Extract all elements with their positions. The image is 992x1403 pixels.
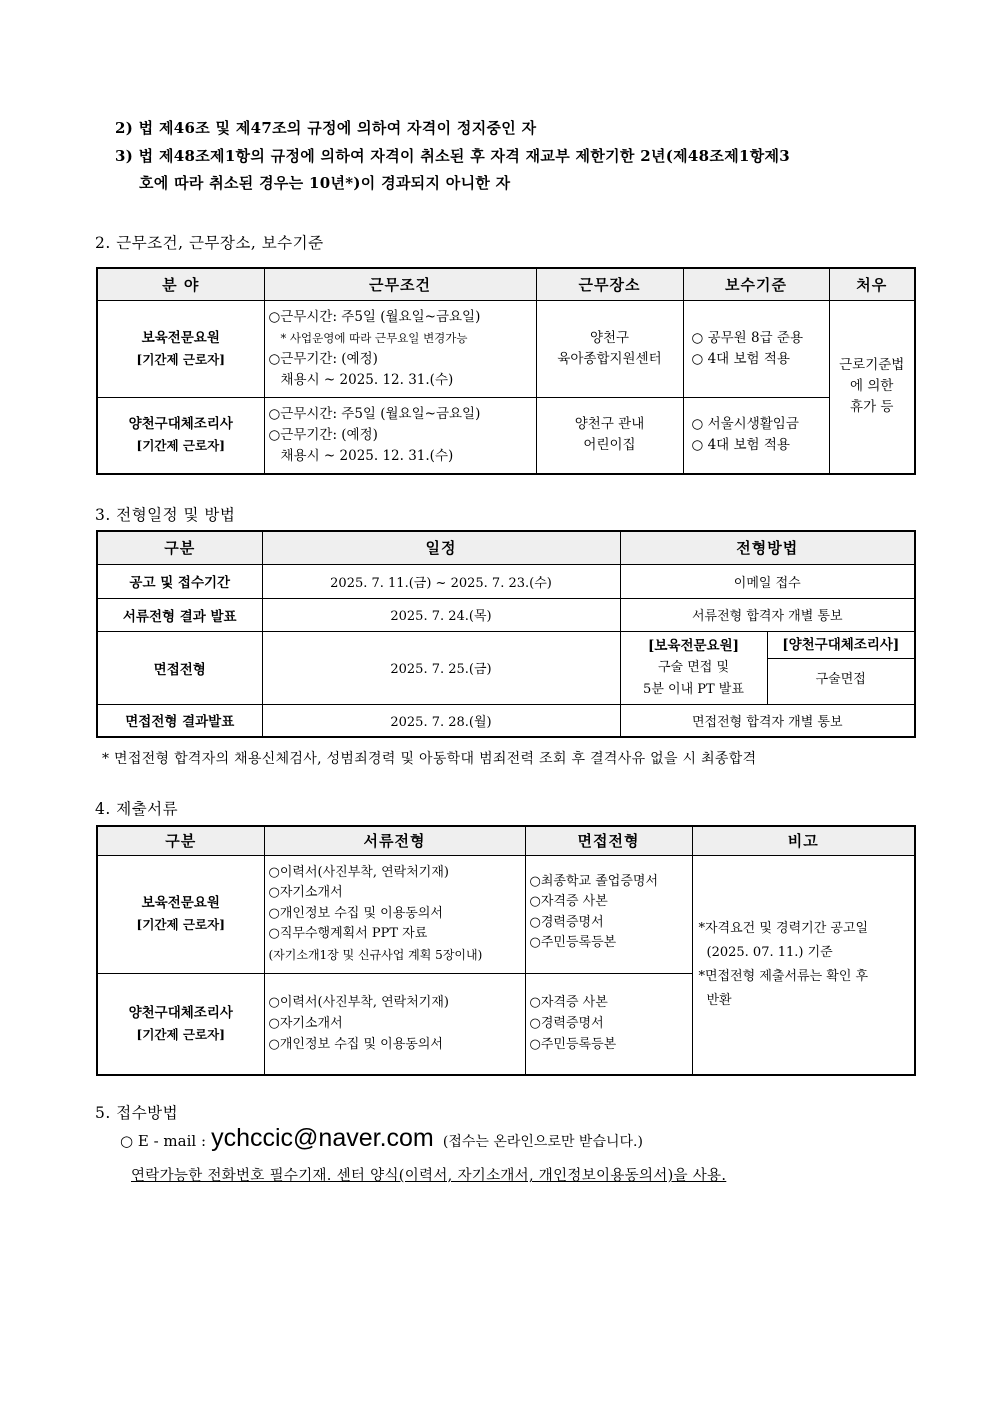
role-cell [97,855,264,973]
col-header-field: 분 야 [97,268,264,300]
doc-line: ○경력증명서 [529,914,604,930]
method-childcare [620,631,767,704]
email-note: (접수는 온라인으로만 받습니다.) [442,1134,643,1150]
doc-line: ○주민등록등본 [529,935,617,950]
place-line: 육아종합지원센터 [557,350,662,367]
role-cell [97,397,264,474]
submission-instruction: 연락가능한 전화번호 필수기재. 센터 양식(이력서, 자기소개서, 개인정보이용동의서)을 사용. [131,1168,727,1184]
method-line: 구술면접 [815,671,866,687]
table-row [97,598,915,631]
disqualification-item-3-cont: 호에 따라 취소된 경우는 10년*)이 경과되지 아니한 자 [139,174,511,192]
schedule-label: 서류전형 결과 발표 [97,598,262,631]
role-type: [기간제 근로자] [136,351,226,367]
col-header-place: 근무장소 [536,268,683,300]
place-line: 양천구 관내 [574,416,645,433]
treatment-line: 에 의한 [850,378,894,395]
remark-line: (2025. 07. 11.) 기준 [706,944,833,960]
role-type: [기간제 근로자] [136,1026,226,1042]
role-name: 양천구대체조리사 [128,416,233,433]
role-cell [97,973,264,1075]
role-type: [기간제 근로자] [136,438,226,454]
col-header-category: 구분 [97,826,264,855]
table-row [97,300,915,397]
col-header-pay: 보수기준 [683,268,829,300]
pay-line: ○ 4대 보험 적용 [691,350,790,367]
disqualification-item-2: 2) 법 제46조 및 제47조의 규정에 의하여 자격이 정지중인 자 [115,119,537,137]
doc-line: ○자기소개서 [268,1016,343,1032]
treatment-cell [829,300,915,474]
schedule-date: 2025. 7. 11.(금) ~ 2025. 7. 23.(수) [262,564,620,598]
condition-line: 채용시 ~ 2025. 12. 31.(수) [280,447,454,464]
role-name: 양천구대체조리사 [128,1004,233,1021]
interview-docs-cell [525,973,692,1075]
doc-line: ○직무수행계획서 PPT 자료 [268,926,428,942]
pay-line: ○ 공무원 8급 준용 [691,329,803,346]
role-type: [기간제 근로자] [136,917,226,932]
method-title: [양천구대체조리사] [768,632,915,659]
pay-cell [683,300,829,397]
role-name: 보육전문요원 [141,895,220,911]
email-address[interactable]: ychccic@naver.com [211,1124,434,1152]
place-cell [536,397,683,474]
documents-table [96,825,916,1076]
pay-cell [683,397,829,474]
remark-line: *자격요건 및 경력기간 공고일 [698,920,869,936]
col-header-date: 일정 [262,531,620,564]
doc-line: ○개인정보 수집 및 이용동의서 [268,1037,443,1053]
email-line [120,1124,643,1153]
interview-docs-cell [525,855,692,973]
method-title: [보육전문요원] [647,637,740,654]
place-cell [536,300,683,397]
role-name: 보육전문요원 [141,329,220,346]
col-header-category: 구분 [97,531,262,564]
condition-line: ○근무기간: (예정) [268,426,378,443]
schedule-date: 2025. 7. 28.(월) [262,704,620,737]
schedule-method: 면접전형 합격자 개별 통보 [620,704,915,737]
table-row [97,397,915,474]
condition-line: * 사업운영에 따라 근무요일 변경가능 [280,330,468,345]
doc-line: (자기소개1장 및 신규사업 계획 5장이내) [268,947,483,962]
doc-line: ○자격증 사본 [529,995,608,1011]
condition-line: ○근무기간: (예정) [268,350,378,367]
doc-line: ○개인정보 수집 및 이용동의서 [268,905,443,921]
pay-line: ○ 서울시생활임금 [691,416,799,433]
section-3-heading: 3. 전형일정 및 방법 [95,506,236,524]
doc-line: ○최종학교 졸업증명서 [529,873,658,889]
section-5-heading: 5. 접수방법 [95,1104,179,1122]
col-header-treatment: 처우 [829,268,915,300]
table-row [97,855,915,973]
docs-cell [264,855,525,973]
treatment-line: 근로기준법 [839,357,905,374]
schedule-method: 서류전형 합격자 개별 통보 [620,598,915,631]
treatment-line: 휴가 등 [850,399,894,416]
conditions-cell [264,300,536,397]
schedule-date: 2025. 7. 24.(목) [262,598,620,631]
col-header-interview: 면접전형 [525,826,692,855]
place-line: 양천구 [589,329,630,346]
conditions-cell [264,397,536,474]
email-label: ○ E - mail : [120,1132,206,1150]
col-header-document-screening: 서류전형 [264,826,525,855]
schedule-date: 2025. 7. 25.(금) [262,631,620,704]
condition-line: 채용시 ~ 2025. 12. 31.(수) [280,371,454,388]
condition-line: ○근무시간: 주5일 (월요일~금요일) [268,405,481,422]
schedule-label: 면접전형 결과발표 [97,704,262,737]
schedule-label: 면접전형 [97,631,262,704]
col-header-conditions: 근무조건 [264,268,536,300]
method-line: 구술 면접 및 [657,659,730,675]
table-row [97,564,915,598]
schedule-table [96,530,916,738]
doc-line: ○이력서(사진부착, 연락처기재) [268,995,449,1011]
remark-line: 반환 [706,992,732,1008]
pay-line: ○ 4대 보험 적용 [691,437,790,454]
doc-line: ○자격증 사본 [529,894,608,909]
role-cell [97,300,264,397]
schedule-method: 이메일 접수 [620,564,915,598]
col-header-remarks: 비고 [692,826,915,855]
table-row [97,631,915,704]
remark-line: *면접전형 제출서류는 확인 후 [698,968,869,984]
place-line: 어린이집 [583,437,636,454]
condition-line: ○근무시간: 주5일 (월요일~금요일) [268,308,481,325]
remarks-cell [692,855,915,1075]
section-4-heading: 4. 제출서류 [95,800,179,818]
doc-line: ○경력증명서 [529,1016,604,1032]
schedule-label: 공고 및 접수기간 [97,564,262,598]
doc-line: ○자기소개서 [268,885,343,901]
work-conditions-table [96,267,916,475]
docs-cell [264,973,525,1075]
col-header-method: 전형방법 [620,531,915,564]
table-row [97,704,915,737]
doc-line: ○주민등록등본 [529,1037,617,1053]
doc-line: ○이력서(사진부착, 연락처기재) [268,864,449,880]
method-cook [767,631,915,704]
schedule-footnote: * 면접전형 합격자의 채용신체검사, 성범죄경력 및 아동학대 범죄전력 조회 후 결격사유 없을 시 최종합격 [102,751,757,767]
disqualification-item-3: 3) 법 제48조제1항의 규정에 의하여 자격이 취소된 후 자격 재교부 제한기한 2년(제48조제1항제3 [115,147,791,165]
method-line: 5분 이내 PT 발표 [643,681,744,697]
section-2-heading: 2. 근무조건, 근무장소, 보수기준 [95,234,324,252]
